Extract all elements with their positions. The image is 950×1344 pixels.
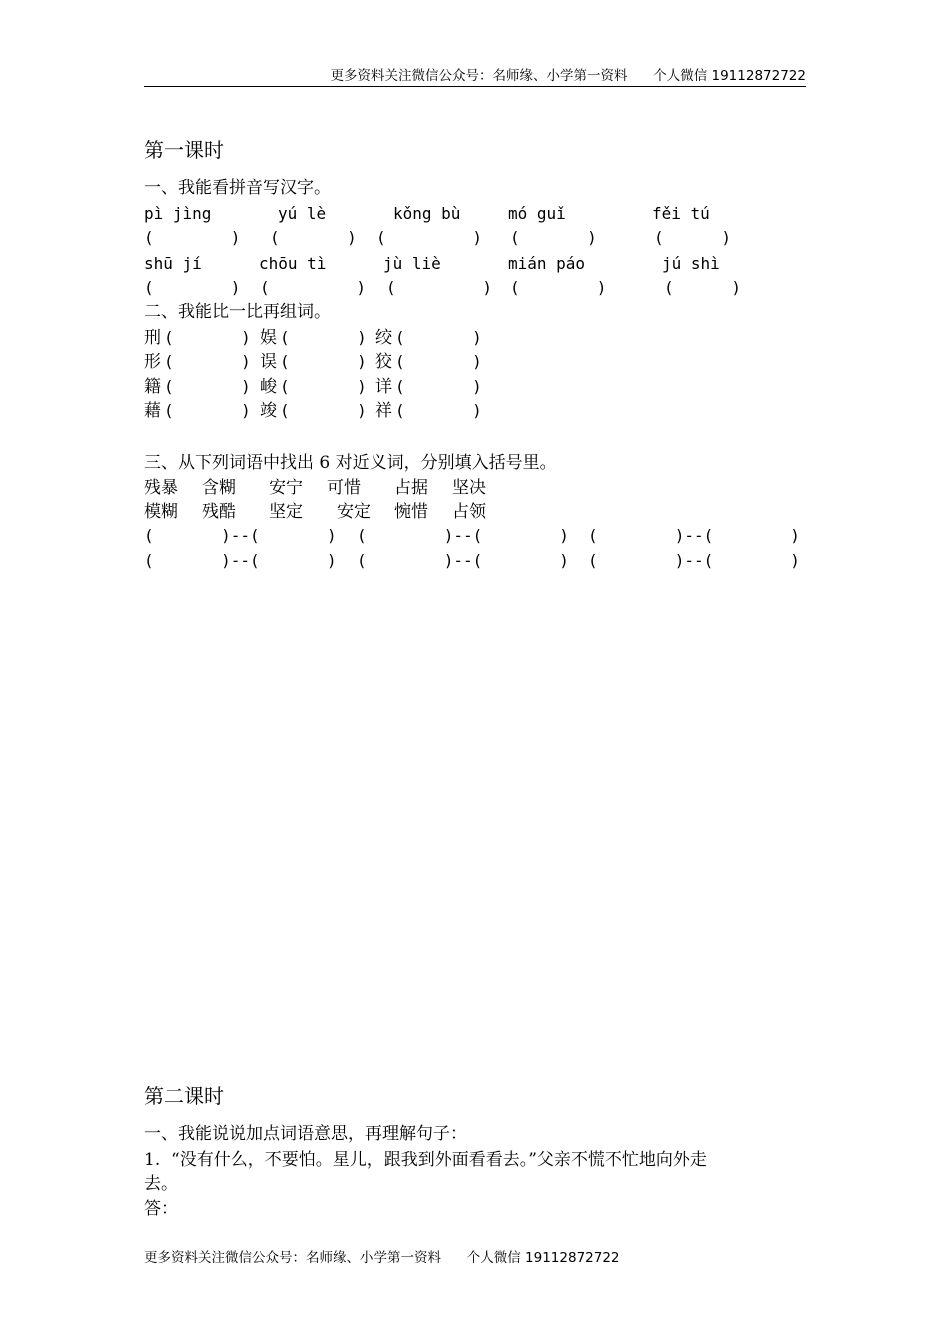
l2-item1-line2: 去。 bbox=[144, 1174, 178, 1194]
lesson2-title: 第二课时 bbox=[144, 1084, 224, 1108]
q3-heading: 三、从下列词语中找出 6 对近义词，分别填入括号里。 bbox=[144, 453, 557, 473]
answer-blank[interactable]: ( ) bbox=[260, 278, 366, 297]
answer-blank[interactable]: ( ) bbox=[144, 228, 241, 247]
pinyin-2: yú lè bbox=[278, 204, 327, 223]
answer-blank[interactable]: ( ) bbox=[280, 328, 367, 347]
answer-label: 答： bbox=[144, 1199, 178, 1219]
l2-item1-line1: 1. “没有什么，不要怕。星儿，跟我到外面看看去。”父亲不慌不忙地向外走 bbox=[144, 1150, 707, 1170]
compare-char: 籍 bbox=[144, 377, 161, 397]
answer-blank[interactable]: ( ) bbox=[395, 352, 482, 371]
pinyin-4: mó guǐ bbox=[508, 204, 566, 223]
answer-blank[interactable]: ( ) bbox=[280, 377, 367, 396]
page-footer: 更多资料关注微信公众号：名师缘、小学第一资料 个人微信 19112872722 bbox=[144, 1250, 620, 1266]
answer-blank[interactable]: ( ) bbox=[280, 352, 367, 371]
answer-blank[interactable]: ( ) bbox=[654, 228, 732, 247]
word: 占领 bbox=[452, 502, 486, 522]
q1-heading: 一、我能看拼音写汉字。 bbox=[144, 178, 331, 198]
synonym-pair-blank[interactable]: ( )--( ) bbox=[357, 526, 569, 545]
answer-blank[interactable]: ( ) bbox=[164, 352, 251, 371]
compare-char: 藉 bbox=[144, 401, 161, 421]
compare-char: 狡 bbox=[375, 352, 392, 372]
synonym-pair-blank[interactable]: ( )--( ) bbox=[357, 551, 569, 570]
word: 安定 bbox=[337, 502, 371, 522]
pinyin-10: jú shì bbox=[662, 254, 720, 273]
answer-blank[interactable]: ( ) bbox=[510, 278, 607, 297]
pinyin-3: kǒng bù bbox=[393, 204, 461, 223]
word: 模糊 bbox=[144, 502, 178, 522]
compare-char: 峻 bbox=[260, 377, 277, 397]
answer-blank[interactable]: ( ) bbox=[395, 377, 482, 396]
word: 可惜 bbox=[327, 478, 361, 498]
synonym-pair-blank[interactable]: ( )--( ) bbox=[144, 551, 337, 570]
answer-blank[interactable]: ( ) bbox=[164, 377, 251, 396]
word: 惋惜 bbox=[394, 502, 428, 522]
compare-char: 详 bbox=[375, 377, 392, 397]
word: 残暴 bbox=[144, 478, 178, 498]
pinyin-7: chōu tì bbox=[259, 254, 327, 273]
synonym-pair-blank[interactable]: ( )--( ) bbox=[588, 551, 800, 570]
compare-char: 形 bbox=[144, 352, 161, 372]
l2-q1-heading: 一、我能说说加点词语意思，再理解句子： bbox=[144, 1124, 467, 1144]
compare-char: 绞 bbox=[375, 328, 392, 348]
compare-char: 祥 bbox=[375, 401, 392, 421]
answer-blank[interactable]: ( ) bbox=[164, 401, 251, 420]
pinyin-9: mián páo bbox=[508, 254, 586, 273]
compare-char: 竣 bbox=[260, 401, 277, 421]
answer-blank[interactable]: ( ) bbox=[144, 278, 241, 297]
answer-blank[interactable]: ( ) bbox=[395, 328, 482, 347]
word: 坚定 bbox=[269, 502, 303, 522]
lesson1-title: 第一课时 bbox=[144, 138, 224, 162]
compare-char: 娱 bbox=[260, 328, 277, 348]
answer-blank[interactable]: ( ) bbox=[270, 228, 357, 247]
page-header: 更多资料关注微信公众号：名师缘、小学第一资料 个人微信 19112872722 bbox=[330, 68, 806, 84]
q2-heading: 二、我能比一比再组词。 bbox=[144, 302, 331, 322]
answer-blank[interactable]: ( ) bbox=[386, 278, 492, 297]
pinyin-5: fěi tú bbox=[652, 204, 710, 223]
synonym-pair-blank[interactable]: ( )--( ) bbox=[144, 526, 337, 545]
compare-char: 刑 bbox=[144, 328, 161, 348]
word: 含糊 bbox=[202, 478, 236, 498]
pinyin-1: pì jìng bbox=[144, 204, 212, 223]
answer-blank[interactable]: ( ) bbox=[164, 328, 251, 347]
header-rule bbox=[144, 86, 806, 87]
answer-blank[interactable]: ( ) bbox=[376, 228, 482, 247]
pinyin-8: jù liè bbox=[383, 254, 441, 273]
answer-blank[interactable]: ( ) bbox=[664, 278, 742, 297]
answer-blank[interactable]: ( ) bbox=[510, 228, 597, 247]
answer-blank[interactable]: ( ) bbox=[395, 401, 482, 420]
pinyin-6: shū jí bbox=[144, 254, 202, 273]
word: 安宁 bbox=[269, 478, 303, 498]
compare-char: 误 bbox=[260, 352, 277, 372]
word: 占据 bbox=[394, 478, 428, 498]
word: 残酷 bbox=[202, 502, 236, 522]
answer-blank[interactable]: ( ) bbox=[280, 401, 367, 420]
synonym-pair-blank[interactable]: ( )--( ) bbox=[588, 526, 800, 545]
word: 坚决 bbox=[452, 478, 486, 498]
